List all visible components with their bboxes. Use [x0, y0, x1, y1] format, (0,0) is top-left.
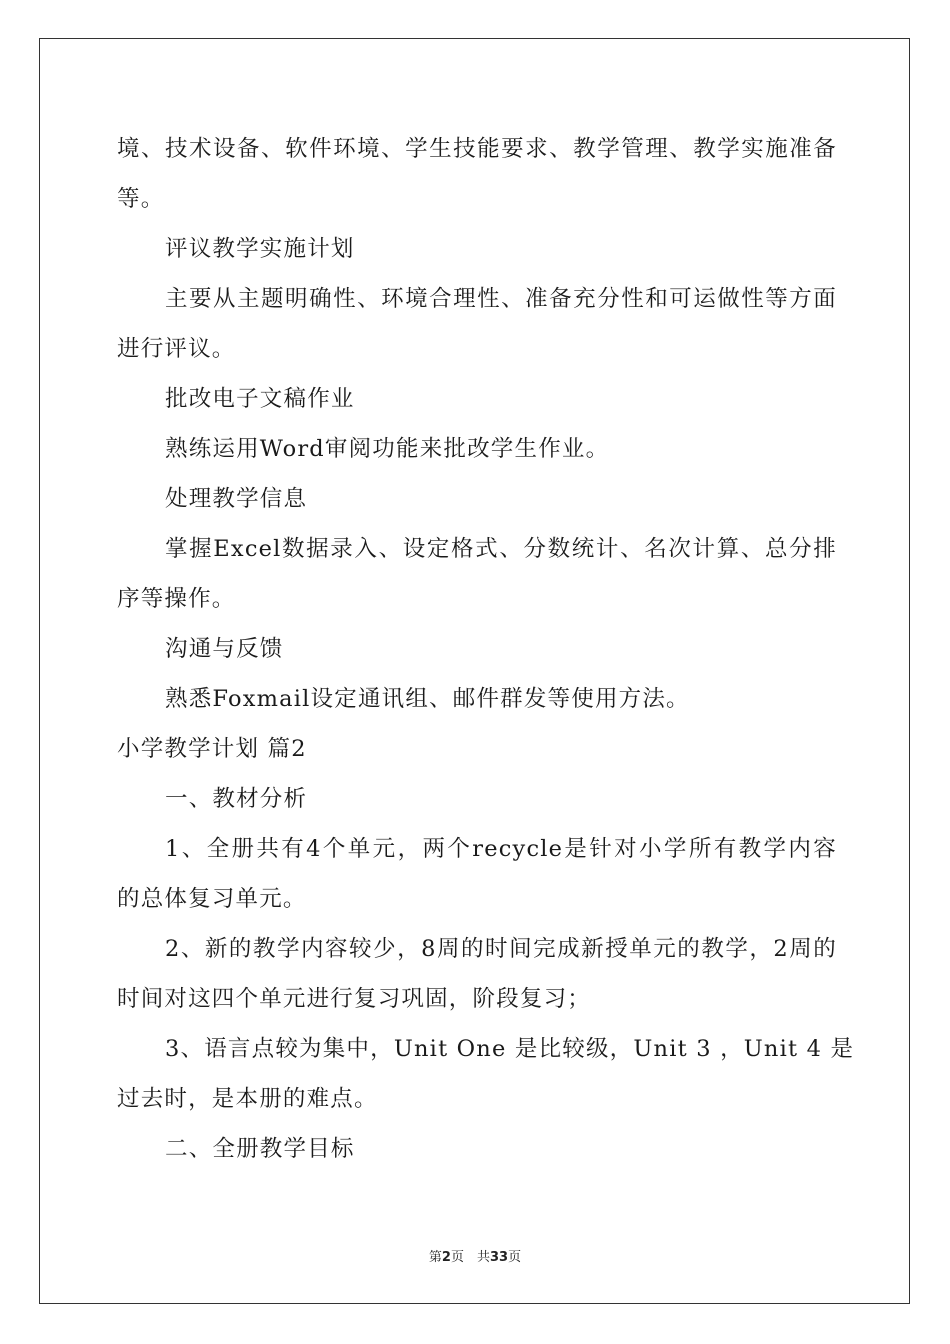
- text-line: 二、全册教学目标: [165, 1136, 355, 1162]
- text-line: 1、全册共有4个单元，两个recycle是针对小学所有教学内容: [165, 836, 837, 862]
- footer-suffix: 页: [508, 1250, 522, 1265]
- text-line: 过去时，是本册的难点。: [117, 1086, 378, 1112]
- text-line: 批改电子文稿作业: [165, 386, 355, 412]
- text-line: 熟练运用Word审阅功能来批改学生作业。: [165, 436, 610, 462]
- text-line: 境、技术设备、软件环境、学生技能要求、教学管理、教学实施准备: [117, 136, 837, 162]
- footer-total-pages: 33: [489, 1250, 509, 1265]
- text-line: 序等操作。: [117, 586, 236, 612]
- text-line: 等。: [117, 186, 165, 212]
- text-line: 评议教学实施计划: [165, 236, 355, 262]
- text-line: 沟通与反馈: [165, 636, 284, 662]
- footer-prefix: 第: [428, 1250, 442, 1265]
- text-line: 2、新的教学内容较少，8周的时间完成新授单元的教学，2周的: [165, 936, 837, 962]
- footer-page-number: 2: [441, 1250, 451, 1265]
- text-line: 时间对这四个单元进行复习巩固，阶段复习；: [117, 986, 592, 1012]
- text-line: 的总体复习单元。: [117, 886, 307, 912]
- text-line: 掌握Excel数据录入、设定格式、分数统计、名次计算、总分排: [165, 536, 837, 562]
- text-line: 3、语言点较为集中，Unit One 是比较级，Unit 3 ，Unit 4 是: [165, 1036, 855, 1062]
- text-line: 小学教学计划 篇2: [117, 736, 307, 762]
- text-line: 进行评议。: [117, 336, 236, 362]
- text-line: 一、教材分析: [165, 786, 308, 812]
- page-footer: [0, 1246, 950, 1265]
- document-body: [117, 124, 855, 1174]
- text-line: 主要从主题明确性、环境合理性、准备充分性和可运做性等方面: [165, 286, 837, 312]
- footer-middle: 页 共: [450, 1250, 490, 1265]
- text-line: 处理教学信息: [165, 486, 308, 512]
- text-line: 熟悉Foxmail设定通讯组、邮件群发等使用方法。: [165, 686, 690, 712]
